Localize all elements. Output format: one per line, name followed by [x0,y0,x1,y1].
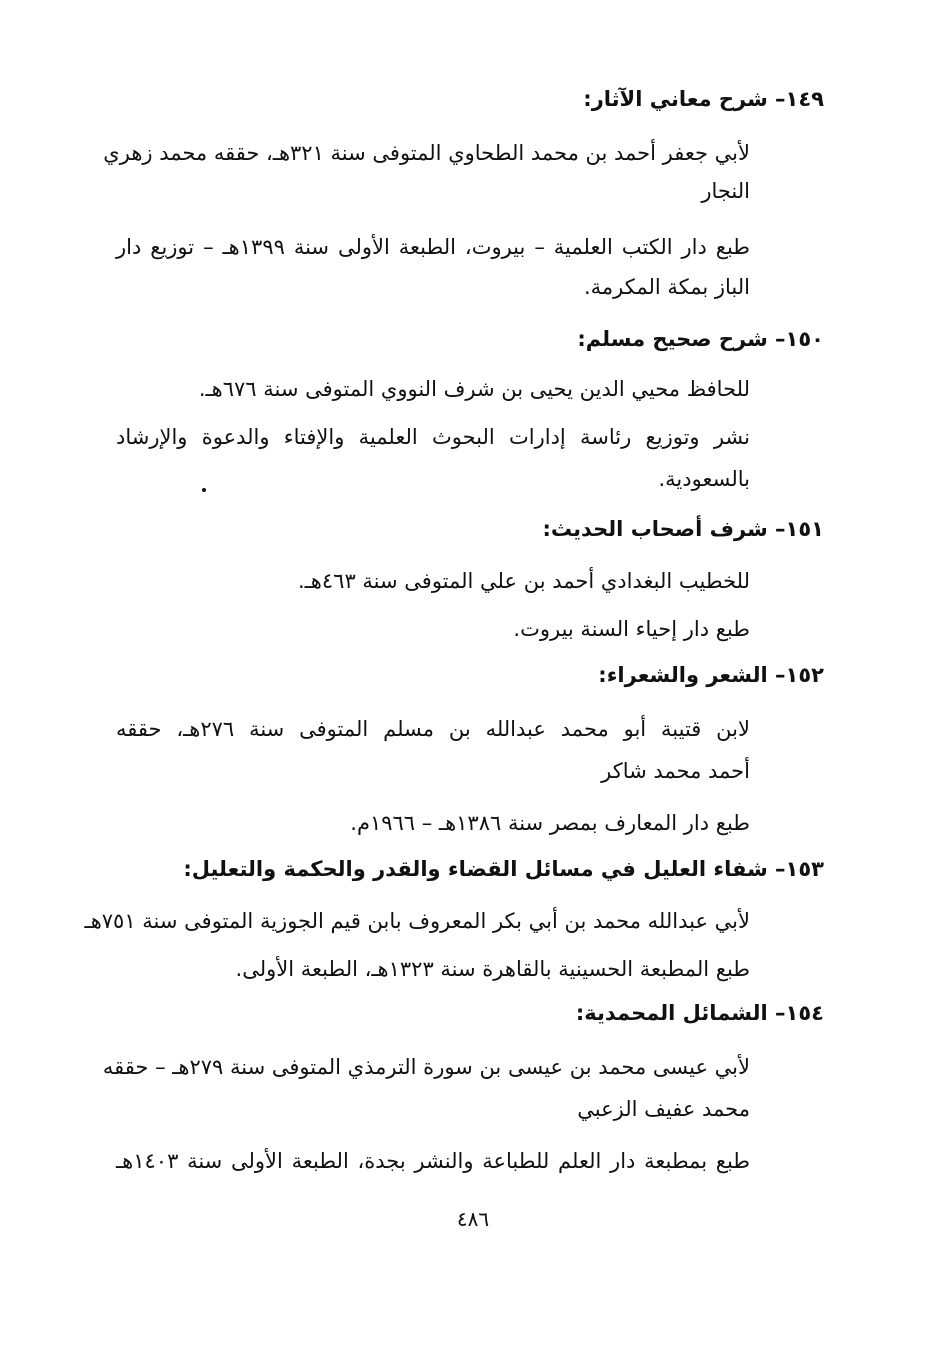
entry-heading-153: ١٥٣– شفاء العليل في مسائل القضاء والقدر والحكمة والتعليل: [183,857,824,881]
entry-line: للخطيب البغدادي أحمد بن علي المتوفى سنة ٤٦٣هـ. [297,569,750,593]
entry-heading-151: ١٥١– شرف أصحاب الحديث: [542,517,824,541]
entry-line: طبع المطبعة الحسينية بالقاهرة سنة ١٣٢٣هـ، الطبعة الأولى. [235,957,750,981]
entry-heading-152: ١٥٢– الشعر والشعراء: [598,663,824,687]
entry-line: لابن قتيبة أبو محمد عبدالله بن مسلم المتوفى سنة ٢٧٦هـ، حققه [116,717,750,741]
entry-line: طبع دار المعارف بمصر سنة ١٣٨٦هـ – ١٩٦٦م. [350,811,750,835]
entry-line: النجار [701,179,750,203]
entry-heading-149: ١٤٩– شرح معاني الآثار: [583,87,824,111]
entry-line: للحافظ محيي الدين يحيى بن شرف النووي المتوفى سنة ٦٧٦هـ. [198,377,750,401]
entry-line: لأبي جعفر أحمد بن محمد الطحاوي المتوفى سنة ٣٢١هـ، حققه محمد زهري [103,141,750,165]
entry-line: طبع دار الكتب العلمية – بيروت، الطبعة الأولى سنة ١٣٩٩هـ – توزيع دار [116,235,751,259]
entry-heading-150: ١٥٠– شرح صحيح مسلم: [577,327,824,351]
entry-heading-154: ١٥٤– الشمائل المحمدية: [575,1001,824,1025]
entry-line: لأبي عبدالله محمد بن أبي بكر المعروف بابن قيم الجوزية المتوفى سنة ٧٥١هـ [84,909,750,933]
entry-line: طبع بمطبعة دار العلم للطباعة والنشر بجدة، الطبعة الأولى سنة ١٤٠٣هـ [116,1149,750,1173]
entry-line: طبع دار إحياء السنة بيروت. [513,617,750,641]
page-number: ٤٨٦ [456,1207,490,1231]
entry-line: محمد عفيف الزعبي [577,1097,750,1121]
entry-line: الباز بمكة المكرمة. [583,275,750,299]
entry-line: بالسعودية. [658,467,750,491]
entry-line: أحمد محمد شاكر [601,759,750,783]
entry-line: لأبي عيسى محمد بن عيسى بن سورة الترمذي المتوفى سنة ٢٧٩هـ – حققه [102,1055,750,1079]
stray-ink-dot [202,488,206,492]
entry-line: نشر وتوزيع رئاسة إدارات البحوث العلمية والإفتاء والدعوة والإرشاد [116,425,750,449]
